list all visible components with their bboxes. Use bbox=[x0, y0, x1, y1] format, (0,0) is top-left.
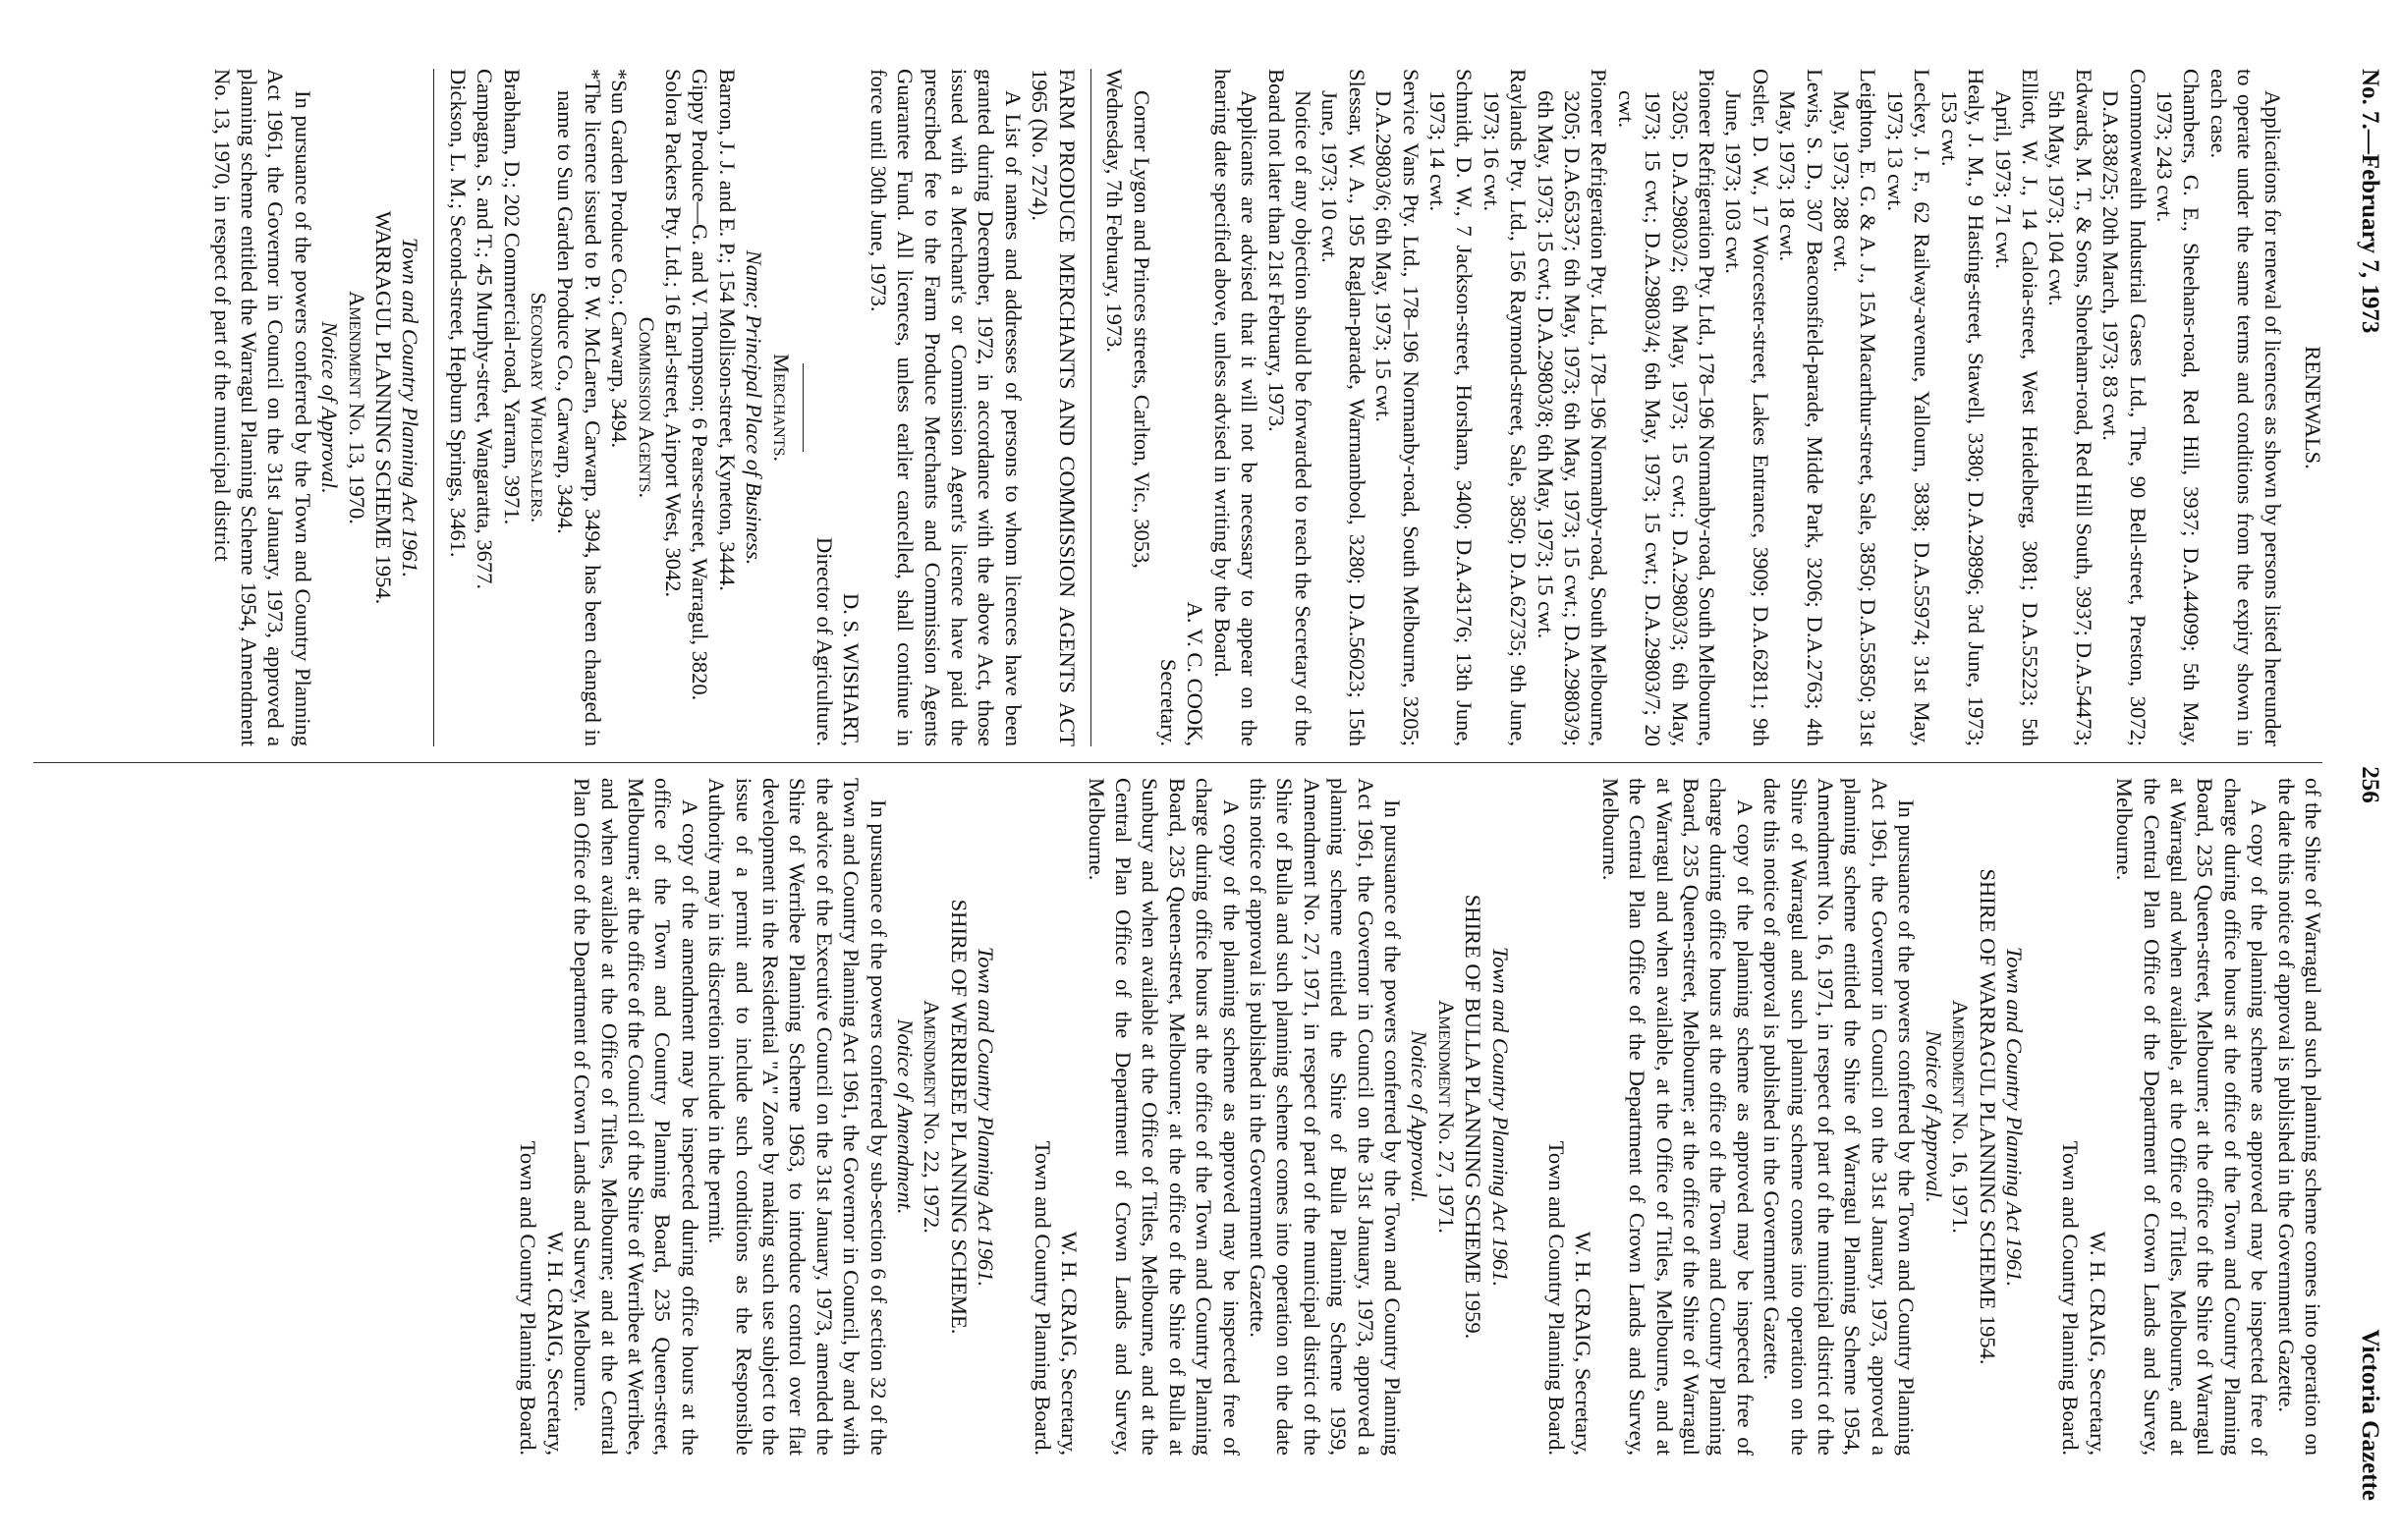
renewals-address: Corner Lygon and Princes streets, Carlton, Vic., 3053, bbox=[1129, 90, 1154, 569]
left-column bbox=[208, 69, 2326, 746]
list-item: Pioneer Refrigeration Pty. Ltd., 178–196 Normanby-road, South Melbourne, 3205; D.A.65337; 6th May, 1973; 6th May, 1973; 15 cwt.; D.A.29803/9; 6th May, 1973; 15 cwt.; D.A.29803/8; 6th May, 1973; 15 cwt. bbox=[1533, 69, 1612, 746]
list-item: Pioneer Refrigeration Pty. Ltd., 178–196 Normanby-road, South Melbourne, 3205; D.A.29803/2; 6th May, 1973; 15 cwt.; D.A.29803/3; 6th May, 1973; 15 cwt.; D.A.29803/4; 6th May, 1973; 15 cwt.; D.A.29803/7; 20 cwt. bbox=[1613, 69, 1720, 746]
list-item: *Sun Garden Produce Co.; Carwarp, 3494. bbox=[607, 69, 633, 449]
werribee-signature-org: Town and Country Planning Board. bbox=[516, 1140, 541, 1456]
commission-heading: Commission Agents. bbox=[634, 316, 659, 499]
issue-date: No. 7.—February 7, 1973 bbox=[2357, 69, 2383, 334]
warragul13-signature: W. H. CRAIG, Secretary, bbox=[2085, 1231, 2110, 1456]
warragul13-scheme: WARRAGUL PLANNING SCHEME 1954. bbox=[370, 210, 396, 605]
page-header bbox=[2336, 69, 2383, 1501]
warragul16-body: In pursuance of the powers conferred by the Town and Country Planning Act 1961, the Governor in Council on the 31st January, 1973, approved a planning scheme entitled the Shire of Warragul Planning Scheme 1954, Amendment No. 16, 1971, in respect of part of the municipal district of the Shire of Warragul and such planning scheme comes into operation on the date this notice of approval is published in the Government Gazette. bbox=[1759, 778, 1920, 1456]
bulla-signature: W. H. CRAIG, Secretary, bbox=[1057, 1231, 1083, 1456]
list-item: Elliott, W. J., 14 Caloia-street, West Heidelberg, 3081; D.A.55223; 5th April, 1973; 71 cwt. bbox=[1990, 69, 2042, 746]
list-item: Service Vans Pty. Ltd., 178–196 Normanby-road, South Melbourne, 3205; D.A.29803/6; 6th May, 1973; 15 cwt. bbox=[1371, 69, 1424, 746]
list-item: Leckey, J. F., 62 Railway-avenue, Yallourn, 3838; D.A.55974; 31st May, 1973; 13 cwt. bbox=[1882, 69, 1935, 746]
renewals-signature: A. V. C. COOK, bbox=[1183, 601, 1208, 746]
werribee-body: In pursuance of the powers conferred by sub-section 6 of section 32 of the Town and Country Planning Act 1961, the Governor in Council, by and with the advice of the Executive Council on the 31st January, 1973, amended the Shire of Werribee Planning Scheme 1963, to introduce control over flat development in the Residential "A" Zone by making such use subject to the issue of a permit and to include such conditions as the Responsible Authority may in its discretion include in the permit. bbox=[704, 778, 891, 1456]
farm-signature-title: Director of Agriculture. bbox=[812, 536, 838, 746]
list-item: Raylands Pty. Ltd., 156 Raymond-street, Sale, 3850; D.A.62735; 9th June, 1973; 16 cwt. bbox=[1479, 69, 1532, 746]
warragul13-act: Town and Country Planning Act 1961. bbox=[398, 237, 423, 578]
list-item: Healy, J. M., 9 Hasting-street, Stawell, 3380; D.A.29896; 3rd June, 1973; 153 cwt. bbox=[1936, 69, 1989, 746]
warragul16-copy: A copy of the planning scheme as approved may be inspected free of charge during office hours at the office of the Town and Country Planning Board, 235 Queen-street, Melbourne; at the office of the Shire of Warragul at Warragul and when available, at the Office of Titles, Melbourne, and at the Central Plan Office of the Department of Crown Lands and Survey, Melbourne. bbox=[1597, 778, 1758, 1456]
warragul16-signature-org: Town and Country Planning Board. bbox=[1544, 1140, 1570, 1456]
warragul13-notice: Notice of Approval. bbox=[317, 321, 343, 494]
column-divider bbox=[33, 762, 2322, 763]
commission-note: *The licence issued to P. W. McLaren, Carwarp, 3494, has been changed in name to Sun Garden Produce Co., Carwarp, 3494. bbox=[553, 69, 605, 746]
list-item: Lewis, S. D., 307 Beaconsfield-parade, Midde Park, 3206; D.A.2763; 4th May, 1973; 18 cwt. bbox=[1775, 69, 1827, 746]
list-item: Chambers, G. E., Sheehans-road, Red Hill, 3937; D.A.44099; 5th May, 1973; 243 cwt. bbox=[2151, 69, 2205, 746]
renewals-list bbox=[1316, 69, 2205, 746]
list-item: Campagna, S. and T.; 45 Murphy-street, Wangaratta, 3677. bbox=[473, 69, 498, 589]
werribee-signature: W. H. CRAIG, Secretary, bbox=[542, 1231, 568, 1456]
bulla-signature-org: Town and Country Planning Board. bbox=[1030, 1140, 1055, 1456]
werribee-copy: A copy of the amendment may be inspected during office hours at the office of the Town and Country Planning Board, 235 Queen-street, Melbourne; at the office of the Council of the Shire of Werribee at Werribee, and when available at the Office of Titles, Melbourne; and at the Central Plan Office of the Department of Crown Lands and Survey, Melbourne. bbox=[570, 778, 702, 1456]
list-item: Edwards, M. T., & Sons, Shoreham-road, Red Hill South, 3937; D.A.54473; 5th May, 1973; 104 cwt. bbox=[2044, 69, 2096, 746]
merchants-columns-heading: Name; Principal Place of Business. bbox=[742, 249, 767, 566]
werribee-scheme: SHIRE OF WERRIBEE PLANNING SCHEME. bbox=[946, 899, 972, 1335]
werribee-amendment: Amendment No. 22, 1972. bbox=[920, 1000, 945, 1234]
warragul16-signature: W. H. CRAIG, Secretary, bbox=[1571, 1231, 1596, 1456]
list-item: Slessar, W. A., 195 Raglan-parade, Warrnambool, 3280; D.A.56023; 15th June, 1973; 10 cwt. bbox=[1317, 69, 1369, 746]
section-rule bbox=[1090, 69, 1091, 746]
list-item: Dickson, L. M.; Second-street, Hepburn Springs, 3461. bbox=[445, 69, 471, 558]
warragul16-act: Town and Country Planning Act 1961. bbox=[2001, 946, 2027, 1288]
renewals-intro: Applications for renewal of licences as shown by persons listed hereunder to operate under the same terms and conditions from the expiry shown in each case. bbox=[2206, 69, 2285, 746]
publication-title: Victoria Gazette bbox=[2357, 1329, 2383, 1501]
short-rule bbox=[803, 363, 804, 452]
bulla-scheme: SHIRE OF BULLA PLANNING SCHEME 1959. bbox=[1461, 894, 1486, 1340]
warragul13-signature-org: Town and Country Planning Board. bbox=[2058, 1140, 2084, 1456]
renewals-heading: RENEWALS. bbox=[2301, 346, 2325, 469]
warragul13-amendment: Amendment No. 13, 1970. bbox=[344, 291, 369, 524]
list-item: Ostler, D. W., 17 Worcester-street, Lakes Entrance, 3909; D.A.62811; 9th June, 1973; 103 cwt. bbox=[1721, 69, 1773, 746]
werribee-notice: Notice of Amendment. bbox=[893, 1018, 919, 1215]
list-item: Commonwealth Industrial Gases Ltd., The, 90 Bell-street, Preston, 3072; D.A.838/25; 20th March, 1973; 83 cwt. bbox=[2098, 69, 2150, 746]
warragul13-copy: A copy of the planning scheme as approved may be inspected free of charge during office hours at the office of the Town and Country Planning Board, 235 Queen-street, Melbourne; at the office of the Shire of Warragul at Warragul and when available, at the Office of Titles, Melbourne, and at the Central Plan Office of the Department of Crown Lands and Survey, Melbourne. bbox=[2112, 778, 2272, 1456]
renewals-objection: Notice of any objection should be forwarded to reach the Secretary of the Board not later than 21st February, 1973. bbox=[1263, 69, 1315, 746]
farm-signature: D. S. WISHART, bbox=[839, 593, 865, 746]
bulla-act: Town and Country Planning Act 1961. bbox=[1487, 946, 1513, 1288]
warragul13-body: In pursuance of the powers conferred by the Town and Country Planning Act 1961, the Governor in Council on the 31st January, 1973, approved a planning scheme entitled the Warragul Planning Scheme 1954, Amendment No. 13, 1970, in respect of part of the municipal district bbox=[209, 69, 315, 746]
page-number: 256 bbox=[2357, 766, 2383, 803]
warragul13-body-continued: of the Shire of Warragul and such planning scheme comes into operation on the date this notice of approval is published in the Government Gazette. bbox=[2273, 778, 2325, 1456]
werribee-act: Town and Country Planning Act 1961. bbox=[974, 946, 999, 1288]
list-item: Gippy Produce—G. and V. Thompson; 6 Pearse-street, Warragul, 3820. bbox=[688, 69, 713, 701]
farm-intro: A List of names and addresses of persons to whom licences have been granted during December, 1972, in accordance with the above Act, those issued with a Merchant's or Commission Agent's licence have paid the prescribed fee to the Farm Produce Merchants and Commission Agents Guarantee Fund. All licences, unless earlier cancelled, shall continue in force until 30th June, 1973. bbox=[865, 69, 1026, 746]
warragul16-notice: Notice of Approval. bbox=[1921, 1030, 1946, 1203]
renewals-date: Wednesday, 7th February, 1973. bbox=[1102, 69, 1128, 353]
list-item: Solora Packers Pty. Ltd.; 16 Earl-street, Airport West, 3042. bbox=[661, 69, 687, 598]
bulla-amendment: Amendment No. 27, 1971. bbox=[1433, 1000, 1459, 1234]
bulla-notice: Notice of Approval. bbox=[1407, 1030, 1432, 1203]
farm-heading: FARM PRODUCE MERCHANTS AND COMMISSION AGENTS ACT 1965 (No. 7274). bbox=[1028, 69, 1080, 746]
list-item: Schmidt, D. W., 7 Jackson-street, Horsham, 3400; D.A.43176; 13th June, 1973; 14 cwt. bbox=[1425, 69, 1478, 746]
merchants-heading: Merchants. bbox=[768, 353, 794, 463]
section-rule bbox=[433, 69, 434, 746]
renewals-signature-title: Secretary. bbox=[1155, 658, 1181, 746]
list-item: Leighton, E. G. & A. J., 15A Macarthur-street, Sale, 3850; D.A.55850; 31st May, 1973; 288 cwt. bbox=[1829, 69, 1881, 746]
warragul16-amendment: Amendment No. 16, 1971. bbox=[1948, 1000, 1974, 1234]
renewals-hearing: Applicants are advised that it will not be necessary to appear on the hearing date specified above, unless advised in writing by the Board. bbox=[1209, 69, 1262, 746]
list-item: Barron, J. J. and E. P.; 154 Mollison-street, Kyneton, 3444. bbox=[714, 69, 740, 591]
warragul16-scheme: SHIRE OF WARRAGUL PLANNING SCHEME 1954. bbox=[1975, 868, 2000, 1365]
bulla-copy: A copy of the planning scheme as approved may be inspected free of charge during office hours at the office of the Town and Country Planning Board, 235 Queen-street, Melbourne; at the office of the Shire of Bulla at Sunbury and when available at the Office of Titles, Melbourne, and at the Central Plan Office of the Department of Crown Lands and Survey, Melbourne. bbox=[1084, 778, 1244, 1456]
right-column bbox=[515, 778, 2326, 1456]
list-item: Brabham, D.; 202 Commercial-road, Yarram, 3971. bbox=[499, 69, 525, 525]
secondary-heading: Secondary Wholesalers. bbox=[527, 292, 551, 523]
bulla-body: In pursuance of the powers conferred by the Town and Country Planning Act 1961, the Governor in Council on the 31st January, 1973, approved a planning scheme entitled the Shire of Bulla Planning Scheme 1959, Amendment No. 27, 1971, in respect of part of the municipal district of the Shire of Bulla and such planning scheme comes into operation on the date this notice of approval is published in the Government Gazette. bbox=[1245, 778, 1405, 1456]
